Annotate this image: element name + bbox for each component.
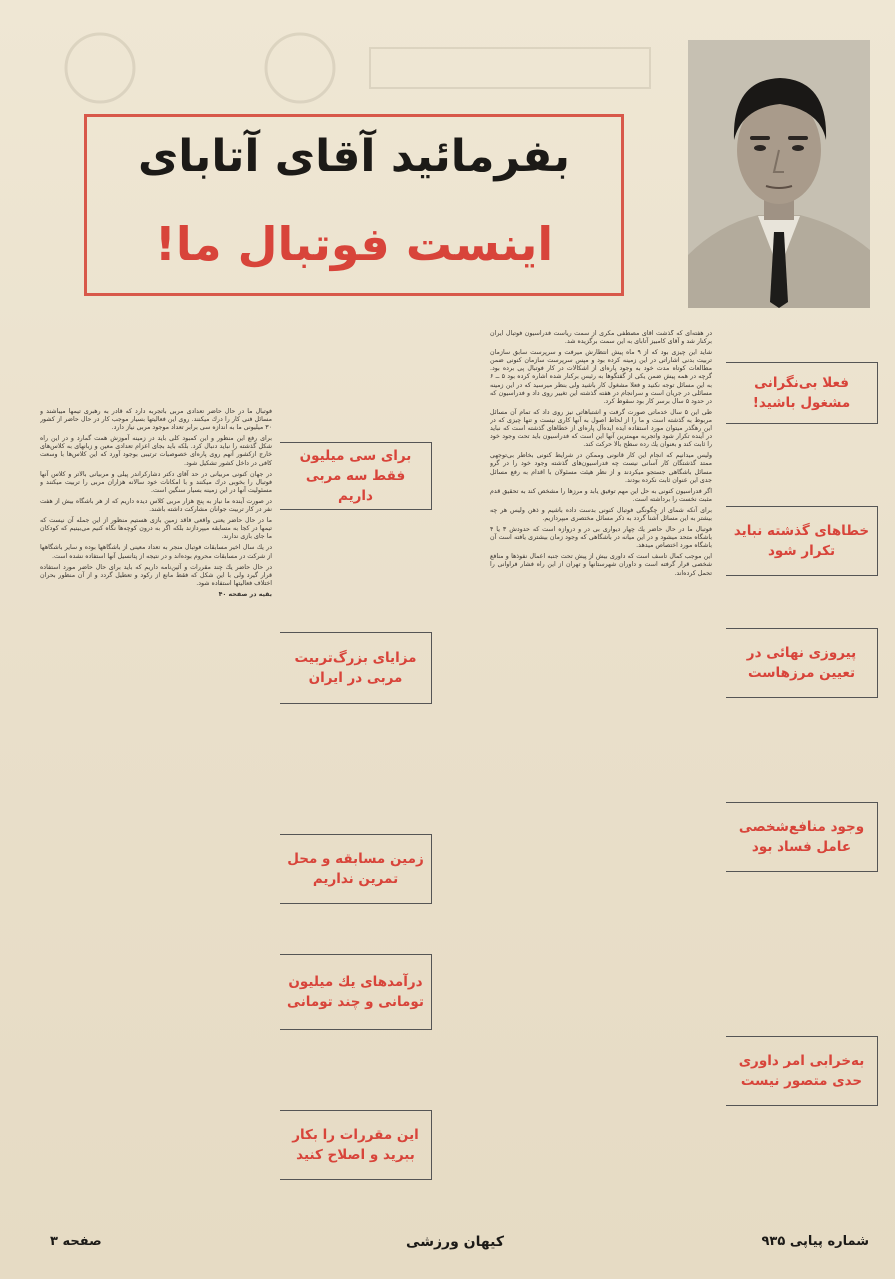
paragraph: ولیس میدانیم که انجام این کار قانونی وممکن در شرایط کنونی بخاطر بی‌توجهی ممتد گذشتگان کار آسانی نیست چه فدراسیون‌های گذشته وجود خود را در گرو مسائل باشگاهی جستجو میکردند و از نظر هیئت مسئولان با اقدام به رفع مسائل جدی این عنوان ثابت نکرده بودند. xyxy=(490,452,712,484)
subhead-right-4: وجود منافع‌شخصی عامل فساد بود xyxy=(726,802,878,872)
subhead-right-3: پیروزی نهائی در تعیین مرزهاست xyxy=(726,628,878,698)
right-column-text xyxy=(490,330,712,1230)
paragraph: در هفته‌ای که گذشت آقای مصطفی مکری از سمت ریاست فدراسیون فوتبال ایران برکنار شد و آقای کامبیز آتابای به این سمت برگزیده شد. xyxy=(490,330,712,346)
headline-line-2: اینست فوتبال ما! xyxy=(154,217,554,271)
headline-line-1: بفرمائید آقای آتابای xyxy=(137,131,571,182)
subhead-right-5: به‌خرابی امر داوری حدی متصور نیست xyxy=(726,1036,878,1106)
portrait-illustration xyxy=(688,40,870,308)
subhead-left-5: این مقررات را بکار ببرید و اصلاح کنید xyxy=(280,1110,432,1180)
paragraph: این موجب کمال تاسف است که داوری بیش از پیش تحت جنبه اعمال نفوذ‌ها و منافع شخصی قرار گرفته است و داوران شهرستانها و تهران از این راه فشار فراوانی را تحمل کرده‌اند. xyxy=(490,553,712,577)
page-number: صفحه ۳ xyxy=(50,1234,102,1249)
subhead-left-4: درآمدهای یك میلیون تومانی و چند تومانی xyxy=(280,954,432,1030)
subhead-right-1: فعلا بی‌نگرانی مشغول باشید! xyxy=(726,362,878,424)
paragraph: فوتبال ما در حال حاضر یك چهار دیواری بی در و دروازه است که حدودش ۳ یا ۴ باشگاه متحد میشود و در این میانه در باشگاهی که وجود زمان بیشتری یافته است آن باشگاه مورد اختصاص میدهد. xyxy=(490,526,712,550)
issue-number: شماره پیاپی ۹۳۵ xyxy=(761,1234,869,1249)
subhead-right-2: خطاهای گذشته نباید تکرار شود xyxy=(726,506,878,576)
paragraph: در صورت آینده ما نیاز به پنج هزار مربی کلاس دیده داریم که از هر باشگاه بیش از هفت نفر در کار تربیت جوانان مشارکت داشته باشند. xyxy=(40,497,272,514)
paragraph: فوتبال ما در حال حاضر تعدادی مربی باتجربه دارد که قادر به رهبری تیمها میباشند و مسائل فنی کار را درك میکنند. روی این فعالیتها بسیار موجب کار در حال حاضر از کشور ۳۰ میلیونی ما به اندازه سی برابر تعداد موجود مربی نیاز دارد. xyxy=(40,408,272,432)
subhead-left-3: زمین مسابقه و محل تمرین نداریم xyxy=(280,834,432,904)
bleed-through-decoration xyxy=(40,28,680,108)
paragraph: در یك سال اخیر مسابقات فوتبال منجر به تعداد معینی از باشگاهها بوده و سایر باشگاهها از شرکت در مسابقات محروم بوده‌اند و در نتیجه از پتانسیل آنها استفاده نشده است. xyxy=(40,544,272,560)
paragraph: در حال حاضر یك چند مقررات و آئین‌نامه داریم که باید برای حال حاضر مورد استفاده قرار گیرد ولی با این شکل که فقط مانع از رکود و تعطیل گردد و از آن منظور بحران اختلاف فعالیتها استفاده شود. xyxy=(40,563,272,587)
paragraph: ما در حال حاضر یعنی واقعی فاقد زمین بازی هستیم منظور از این جمله آن نیست که تیمها در کجا به مسابقه میپردازند بلکه اگر به درون کوچه‌ها نگاه کنیم می‌بینیم که کودکان ما جای بازی ندارند. xyxy=(40,517,272,541)
paragraph: طی این ۵ سال خدماتی صورت گرفت و اشتباهاتی نیز روی داد که تمام آن مسائل مربوط به گذشته است و ما را از لحاظ اصول به آنها کاری نیست و تنها چیزی که در این رهگذر میتوان مورد استفاده ایده ایده‌آل پاره‌ای از خطاهای گذشته است که نباید در آینده تکرار شود واتجربه مهمترین آنها این است که فدراسیون باید تحت وجود خود را ثابت کند و بعنوان یك رده سطح بالا حرکت کند. xyxy=(490,408,712,449)
subhead-left-1: برای سی میلیون فقط سه مربی داریم xyxy=(280,442,432,510)
portrait-photo xyxy=(688,40,870,308)
subhead-left-2: مزایای بزرگ‌تربیت مربی در ایران xyxy=(280,632,432,704)
paragraph: در جهان کنونی مربیانی در حد آقای دکتر دشارکراندر پیلی و مربیانی بالاتر و کلاس آنها فوتبال را بخوبی درك میکنند و با امکانات خود سالانه هزاران مربی را تربیت میکنند و مسئولیت آنها در این زمینه بسیار سنگین است. xyxy=(40,470,272,494)
paragraph: اگر فدراسیون کنونی به حل این مهم توفیق یابد و مرزها را مشخص کند به تحقیق قدم مثبت نخست را برداشته است. xyxy=(490,487,712,503)
paragraph: شاید این چیزی بود که از ۹ ماه پیش انتظارش میرفت و سرپرست سابق سازمان تربیت بدنی اشاراتی در این زمینه کرده بود و مپس سرپرست سازمان کنونی ضمن مطالعات کوتاه مدت خود به وجود پاره‌ای از اشکالات در کار فوتبال پی برده بود. گرچه در همه پیش ضمن یکی از گفتگوها به رئیس برکنار شده اشاره کرده بود ۵ ــ ۶ به این مسائل توجه نکنید و فعلا مشغول کار باشید ولی بنظر میرسید که در این زمینه مسائلی در جریان است و سرانجام در هفته گذشته این تغییر روی داد و فدراسیون که در حدود ۵ سال برسر کار بود سقوط کرد. xyxy=(490,349,712,405)
paragraph: برای رفع این منظور و این کمبود کلی باید در زمینه آموزش همت گمارد و در این راه شکل گذشته را نباید دنبال کرد. بلکه باید بجای اعزام تعدادی معین و زبانهای به کلاس‌های خارج ازکشور آنهم روی پاره‌ای خصوصیات ترتیبی بوجود آورد که این کلاس‌ها با وسعت کافی در داخل کشور تشکیل شود. xyxy=(40,435,272,467)
left-column-text xyxy=(40,408,272,1230)
paragraph: برای آنکه شمای از چگونگی فوتبال کنونی بدست داده باشیم و ذهن ولیس هر چه بیشتر به این مسائل آشنا گردد به ذکر مسائل مختصری میپردازیم. xyxy=(490,506,712,522)
headline-box xyxy=(84,114,624,296)
publication-name: کیهان ورزشی xyxy=(406,1234,504,1250)
continued-note: بقیه در صفحه ۴۰ xyxy=(218,590,272,598)
